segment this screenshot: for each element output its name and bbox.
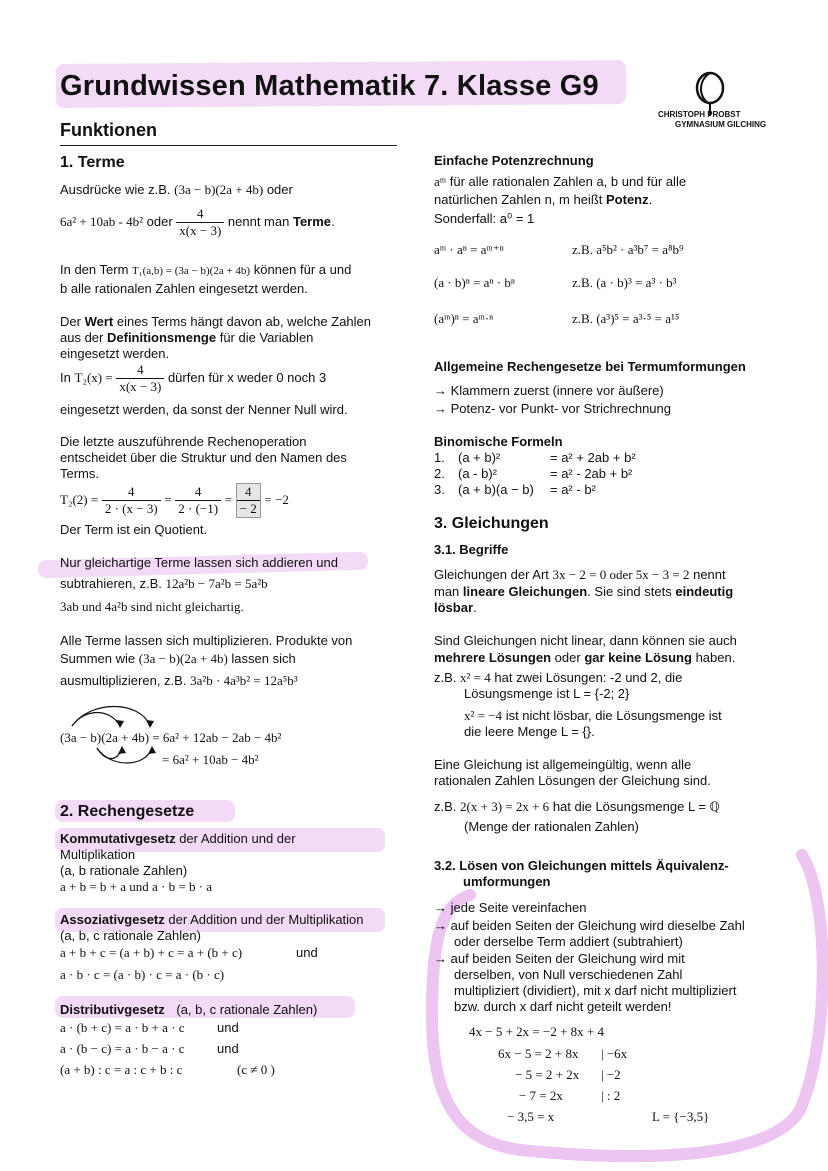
text: z.B. [434, 799, 457, 814]
terme-p1-line1 [60, 182, 293, 198]
begriffe-p2-line1: Sind Gleichungen nicht linear, dann können sie auch [434, 633, 737, 648]
allgemein-line1: → Klammern zuerst (innere vor äußere) [434, 383, 664, 398]
aequivalenz-heading-line1: 3.2. Lösen von Gleichungen mittels Äquivalenz- [434, 858, 729, 873]
terme-p3-line3: eingesetzt werden. [60, 346, 170, 361]
potenz-rule2: (a · b)ⁿ = aⁿ · bⁿ [434, 275, 515, 290]
equation-line1: 4x − 5 + 2x = −2 + 8x + 4 [469, 1024, 604, 1039]
logo-line1: CHRISTOPH PROBST [658, 110, 741, 119]
expr: (3a − b)(2a + 4b) [138, 651, 228, 666]
potenz-line1 [434, 174, 686, 190]
rechengesetze-heading: 2. Rechengesetze [60, 803, 195, 820]
kommutativ-line2: Multiplikation [60, 847, 136, 862]
fraction [175, 484, 221, 517]
bold-text: Potenz [606, 192, 649, 207]
text: oder [266, 182, 293, 197]
bold-text: Kommutativgesetz [60, 831, 176, 846]
begriffe-p1-line1 [434, 567, 726, 583]
text: man [434, 584, 460, 599]
bold-text: eindeutig [675, 584, 734, 599]
distributiv-formula2: a · (b − c) = a · b − a · c [60, 1041, 185, 1056]
binom-heading: Binomische Formeln [434, 434, 563, 449]
distributiv-formula3: (a + b) : c = a : c + b : c [60, 1062, 183, 1077]
numerator: 4 [175, 484, 221, 501]
text: der Addition und der Multiplikation [168, 912, 364, 927]
text: . [473, 600, 477, 615]
text: dürfen für x weder 0 noch 3 [167, 369, 327, 385]
bold-text: Terme [292, 213, 332, 229]
numerator: 4 [237, 484, 260, 501]
assoziativ-line2: (a, b, c rationale Zahlen) [60, 928, 201, 943]
text: für die Variablen [219, 330, 314, 345]
distributiv-condition: (c ≠ 0 ) [237, 1062, 275, 1077]
denominator: x(x − 3) [119, 379, 162, 394]
expr: T₂(x) = [74, 369, 113, 385]
equals: = [224, 491, 233, 507]
rhs: = a² + 2ab + b² [550, 450, 636, 465]
terme-p4-line2: eingesetzt werden, da sonst der Nenner Null wird. [60, 402, 348, 417]
lhs: (a + b)² [458, 450, 501, 465]
text: eines Terms hängt davon ab, welche Zahlen [116, 314, 372, 329]
assoziativ-line1 [60, 912, 364, 928]
text: natürlichen Zahlen n, m heißt [434, 192, 603, 207]
fraction [116, 362, 164, 395]
text: ist nicht lösbar, die Lösungsmenge ist [505, 708, 722, 723]
denominator: − 2 [239, 501, 257, 516]
expr: x² = −4 [464, 708, 503, 723]
distributiv-und1: und [217, 1020, 239, 1035]
distributiv-formula1: a · (b + c) = a · b + a · c [60, 1020, 185, 1035]
result: = −2 [264, 491, 289, 507]
text: subtrahieren, z.B. [60, 576, 162, 591]
allgemein-line2: → Potenz- vor Punkt- vor Strichrechnung [434, 401, 671, 416]
text: lassen sich [231, 651, 296, 666]
equation-line4: − 7 = 2x [519, 1088, 563, 1103]
equation-op4: | : 2 [601, 1088, 621, 1103]
aequivalenz-step2-line1: → auf beiden Seiten der Gleichung wird dieselbe Zahl [434, 918, 745, 933]
assoziativ-formula2: a · b · c = (a · b) · c = a · (b · c) [60, 967, 225, 982]
aequivalenz-step3-line2: derselben, von Null verschiedenen Zahl [454, 967, 683, 982]
text: für alle rationalen Zahlen a, b und für alle [449, 174, 687, 189]
multiplication-line2: = 6a² + 10ab − 4b² [162, 752, 259, 767]
logo-line2: GYMNASIUM GILCHING [675, 120, 767, 129]
begriffe-p3-line1 [434, 670, 682, 686]
text: In den Term [60, 262, 129, 277]
aequivalenz-heading-line2: umformungen [463, 874, 551, 889]
kommutativ-line3: (a, b rationale Zahlen) [60, 863, 188, 878]
assoziativ-und: und [296, 945, 318, 960]
terme-p4-line1 [60, 362, 326, 395]
equals: = [164, 491, 172, 507]
terme-p7-line1: Alle Terme lassen sich multiplizieren. Produkte von [60, 633, 353, 648]
text: z.B. [434, 670, 457, 685]
text: Gleichungen der Art [434, 567, 549, 582]
binom-row-3 [434, 482, 596, 498]
text: haben. [695, 650, 736, 665]
text: oder [146, 213, 173, 229]
begriffe-p1-line3 [434, 600, 477, 616]
potenz-heading: Einfache Potenzrechnung [434, 153, 594, 168]
denominator: 2 · (−1) [178, 501, 219, 516]
expr: 3x − 2 = 0 oder 5x − 3 = 2 [552, 567, 690, 582]
gleichungen-heading: 3. Gleichungen [434, 515, 549, 532]
assoziativ-formula1: a + b + c = (a + b) + c = a + (b + c) [60, 945, 243, 960]
multiplication-line1: (3a − b)(2a + 4b) = 6a² + 12ab − 2ab − 4b² [60, 730, 282, 745]
text: nennt [693, 567, 726, 582]
begriffe-heading: 3.1. Begriffe [434, 542, 509, 557]
bold-text: mehrere Lösungen [434, 650, 552, 665]
potenz-sonderfall: Sonderfall: a⁰ = 1 [434, 211, 535, 226]
expr: 2(x + 3) = 2x + 6 [460, 799, 550, 814]
begriffe-p5-line1 [434, 799, 720, 815]
aequivalenz-step3-line1: → auf beiden Seiten der Gleichung wird mit [434, 951, 685, 966]
bold-text: lösbar [434, 600, 474, 615]
rhs: = a² - 2ab + b² [550, 466, 633, 481]
numerator: 4 [176, 206, 224, 223]
expr: 3a²b · 4a³b² = 12a⁵b³ [190, 673, 298, 688]
text: Ausdrücke wie z.B. [60, 182, 171, 197]
terme-p7-line3 [60, 673, 298, 689]
terme-p6-line2 [60, 576, 268, 592]
section-title: Funktionen [60, 120, 157, 140]
terme-p2-line2: b alle rationalen Zahlen eingesetzt werden. [60, 281, 308, 296]
bold-text: Distributivgesetz [60, 1002, 165, 1017]
lhs: (a + b)(a − b) [458, 482, 534, 497]
terme-p3-line2 [60, 330, 313, 346]
equation-op3: | −2 [601, 1067, 621, 1082]
text: können für a und [253, 262, 352, 277]
text: der Addition und der [179, 831, 296, 846]
boxed-fraction [236, 483, 261, 518]
aequivalenz-step2-line2: oder derselbe Term addiert (subtrahiert) [454, 934, 683, 949]
denominator: 2 · (x − 3) [104, 501, 158, 516]
distributiv-und2: und [217, 1041, 239, 1056]
expr: aᵐ [434, 174, 447, 189]
terme-p5-calc [60, 483, 289, 518]
terme-p2-line1 [60, 262, 351, 279]
terme-p5-line4: Der Term ist ein Quotient. [60, 522, 208, 537]
begriffe-p4-line1: Eine Gleichung ist allgemeingültig, wenn alle [434, 757, 692, 772]
text: aus der [60, 330, 104, 345]
binom-row-1 [434, 450, 636, 466]
numerator: 4 [116, 362, 164, 379]
text: hat zwei Lösungen: -2 und 2, die [494, 670, 683, 685]
text: Summen wie [60, 651, 136, 666]
numerator: 4 [102, 484, 161, 501]
expr: 6a² + 10ab - 4b² [60, 213, 143, 229]
kommutativ-line1 [60, 831, 296, 847]
allgemein-heading: Allgemeine Rechengesetze bei Termumformungen [434, 359, 746, 374]
begriffe-p2-line2 [434, 650, 735, 666]
begriffe-p4-line2: rationalen Zahlen Lösungen der Gleichung sind. [434, 773, 711, 788]
binom-row-2 [434, 466, 633, 482]
expr: 12a²b − 7a²b = 5a²b [165, 576, 268, 591]
solution-set: L = {−3,5} [652, 1109, 710, 1124]
terme-p5-line3: Terms. [60, 466, 99, 481]
terme-p7-line2 [60, 651, 296, 667]
text: nennt man [227, 213, 290, 229]
terme-p1-line2 [60, 206, 335, 239]
row-number: 2. [434, 466, 445, 481]
potenz-example3: z.B. (a³)⁵ = a³·⁵ = a¹⁵ [572, 311, 680, 326]
terme-p6-line1: Nur gleichartige Terme lassen sich addieren und [60, 555, 338, 570]
aequivalenz-step3-line4: bzw. durch x darf nicht geteilt werden! [454, 999, 672, 1014]
text: ausmultiplizieren, z.B. [60, 673, 187, 688]
row-number: 3. [434, 482, 445, 497]
potenz-example2: z.B. (a · b)³ = a³ · b³ [572, 275, 677, 290]
bold-text: Definitionsmenge [107, 330, 217, 345]
kommutativ-formula: a + b = b + a und a · b = b · a [60, 879, 213, 894]
text: In [60, 369, 71, 385]
terme-p5-line2: entscheidet über die Struktur und den Namen des [60, 450, 347, 465]
equation-op2: | −6x [601, 1046, 628, 1061]
equation-line5: − 3,5 = x [507, 1109, 555, 1124]
expr: x² = 4 [460, 670, 491, 685]
begriffe-p3-line4: die leere Menge L = {}. [464, 724, 595, 739]
bold-text: lineare Gleichungen [462, 584, 588, 599]
potenz-line2 [434, 192, 652, 208]
text: . [648, 192, 653, 207]
potenz-rule1: aᵐ · aⁿ = aᵐ⁺ⁿ [434, 242, 504, 257]
begriffe-p5-line2: (Menge der rationalen Zahlen) [464, 819, 639, 834]
page-title: Grundwissen Mathematik 7. Klasse G9 [60, 70, 599, 102]
terme-p3-line1 [60, 314, 371, 330]
text: hat die Lösungsmenge L = ℚ [552, 799, 720, 814]
text: . [331, 213, 335, 229]
row-number: 1. [434, 450, 445, 465]
equation-line2: 6x − 5 = 2 + 8x [498, 1046, 579, 1061]
distributiv-line1 [60, 1002, 317, 1018]
text: . Sie sind stets [587, 584, 672, 599]
potenz-rule3: (aᵐ)ⁿ = aᵐ·ⁿ [434, 311, 494, 326]
terme-p6-line3: 3ab und 4a²b sind nicht gleichartig. [60, 599, 244, 614]
aequivalenz-step1: → jede Seite vereinfachen [434, 900, 587, 915]
bold-text: gar keine Lösung [584, 650, 692, 665]
potenz-example1: z.B. a⁵b² · a³b⁷ = a⁸b⁹ [572, 242, 684, 257]
begriffe-p1-line2 [434, 584, 733, 600]
fraction [176, 206, 224, 239]
terme-p5-line1: Die letzte auszuführende Rechenoperation [60, 434, 307, 449]
begriffe-p3-line2: Lösungsmenge ist L = {-2; 2} [464, 686, 630, 701]
lhs: (a - b)² [458, 466, 497, 481]
section-rule [60, 145, 397, 146]
aequivalenz-step3-line3: multipliziert (dividiert), mit x darf nicht multipliziert [454, 983, 737, 998]
expr: T₂(2) = [60, 491, 99, 507]
fraction [102, 484, 161, 517]
text: Der [60, 314, 81, 329]
expr: (3a − b)(2a + 4b) [174, 182, 264, 197]
expr: T₁(a,b) = (3a − b)(2a + 4b) [132, 265, 251, 277]
denominator: x(x − 3) [179, 223, 222, 238]
terme-heading: 1. Terme [60, 154, 125, 171]
begriffe-p3-line3 [464, 708, 722, 724]
rhs: = a² - b² [550, 482, 596, 497]
bold-text: Wert [84, 314, 114, 329]
text: (a, b, c rationale Zahlen) [176, 1002, 318, 1017]
text: oder [554, 650, 581, 665]
equation-line3: − 5 = 2 + 2x [515, 1067, 580, 1082]
school-logo [650, 68, 790, 138]
bold-text: Assoziativgesetz [60, 912, 165, 927]
